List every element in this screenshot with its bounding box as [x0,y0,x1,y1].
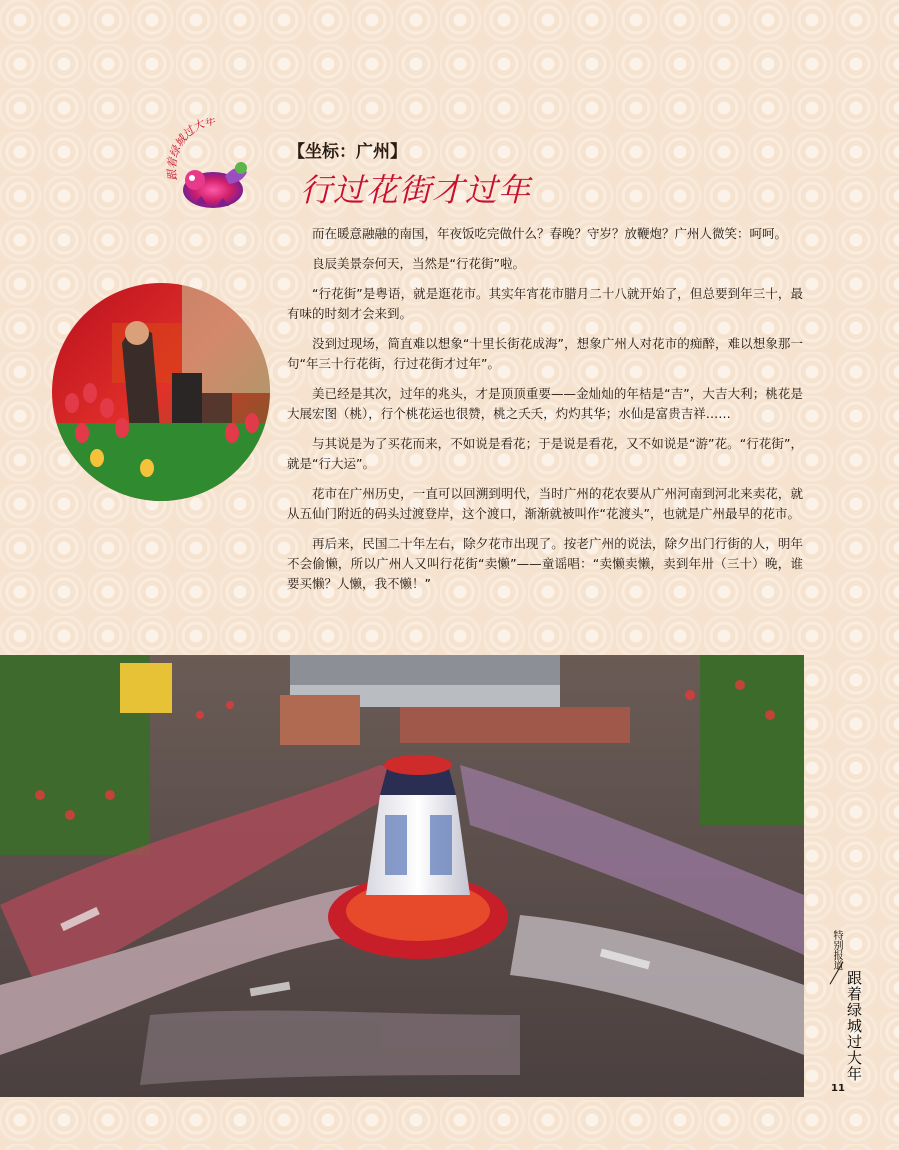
column-label: 跟着绿城过大年 [845,970,863,1082]
article-paragraph: 良辰美景奈何天，当然是“行花街”啦。 [312,256,525,271]
article-paragraph: 美已经是其次，过年的兆头，才是顶顶重要——金灿灿的年桔是“吉”，大吉大利；桃花是大展宏图（桃），行个桃花运也很赞，桃之夭夭，灼灼其华；水仙是富贵吉祥…… [287,386,803,421]
section-label: 特别报道 [831,930,842,970]
page-number: 11 [831,1083,845,1094]
column-badge-logo [165,118,275,218]
flower-market-circle-photo [52,283,270,501]
article-paragraph: 与其说是为了买花而来，不如说是看花；于是说是看花，又不如说是“游”花。“行花街”，就是“行大运”。 [287,436,803,471]
badge-text: 跟着绿城过大年 [165,118,217,182]
article-paragraph: 而在暖意融融的南国，年夜饭吃完做什么？春晚？守岁？放鞭炮？广州人微笑：呵呵。 [312,226,788,241]
flower-street-crowd-photo [0,655,804,1097]
article-paragraph: “行花街”是粤语，就是逛花市。其实年宵花市腊月二十八就开始了，但总要到年三十，最有味的时刻才会来到。 [287,286,803,321]
article-paragraph: 没到过现场，简直难以想象“十里长街花成海”，想象广州人对花市的痴醉，难以想象那一句“年三十行花街，行过花街才过年”。 [287,336,803,371]
lion-dance-icon [165,118,275,218]
article-paragraph: 再后来，民国二十年左右，除夕花市出现了。按老广州的说法，除夕出门行街的人，明年不会偷懒，所以广州人又叫行花街“卖懒”——童谣唱：“卖懒卖懒，卖到年卅（三十）晚，谁要买懒？人懒，我不懒！” [287,536,803,591]
location-heading: 【坐标：广州】 [288,142,407,162]
article-body [287,224,803,604]
article-paragraph: 花市在广州历史，一直可以回溯到明代，当时广州的花农要从广州河南到河北来卖花，就从五仙门附近的码头过渡登岸，这个渡口，渐渐就被叫作“花渡头”，也就是广州最早的花市。 [287,486,803,521]
page-title: 行过花街才过年 [300,171,532,209]
